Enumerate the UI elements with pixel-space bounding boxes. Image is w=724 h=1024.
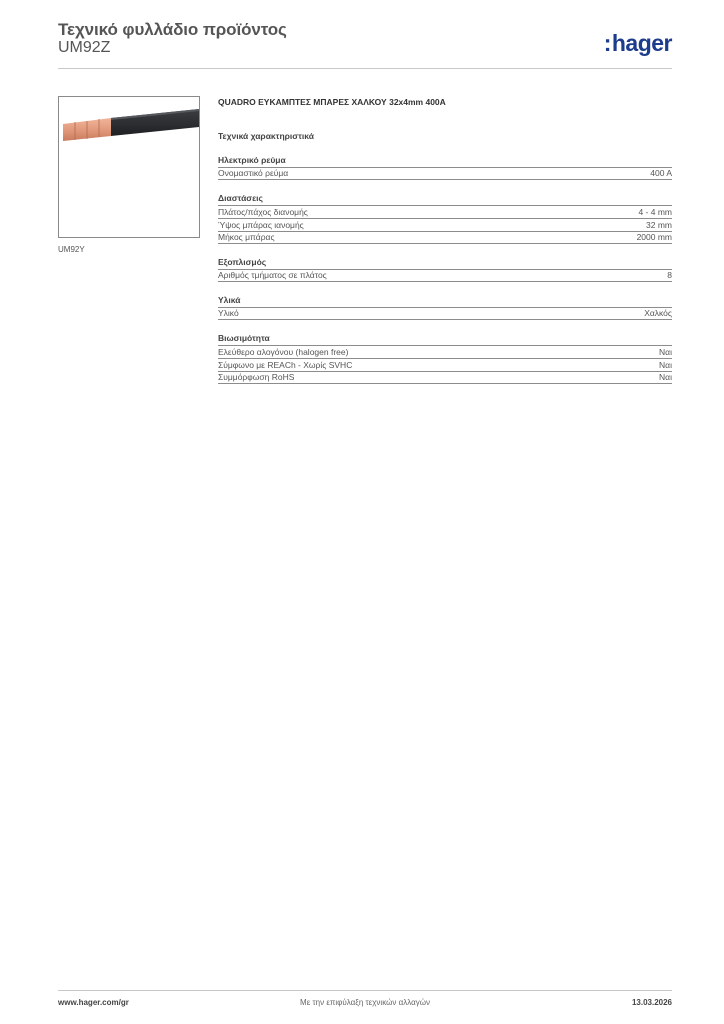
spec-group-dimensions xyxy=(218,192,672,244)
spec-label: Συμμόρφωση RoHS xyxy=(218,372,295,382)
document-title: Τεχνικό φυλλάδιο προϊόντος xyxy=(58,20,287,39)
technical-characteristics-heading: Τεχνικά χαρακτηριστικά xyxy=(218,131,314,141)
spec-value: Ναι xyxy=(659,347,672,357)
product-image-frame xyxy=(58,96,200,238)
spec-group-title: Βιωσιμότητα xyxy=(218,333,270,343)
spec-group-sustainability xyxy=(218,332,672,384)
header-divider xyxy=(58,68,672,69)
spec-label: Ελεύθερο αλογόνου (halogen free) xyxy=(218,347,349,357)
spec-row xyxy=(218,218,672,231)
spec-row xyxy=(218,231,672,244)
spec-group-equipment xyxy=(218,256,672,282)
specifications-section xyxy=(218,96,672,384)
product-code: UM92Z xyxy=(58,39,111,56)
spec-value: Ναι xyxy=(659,360,672,370)
spec-label: Σύμφωνο με REACh - Χωρίς SVHC xyxy=(218,360,353,370)
spec-value: 32 mm xyxy=(646,220,672,230)
busbar-image xyxy=(59,97,199,237)
spec-label: Πλάτος/πάχος διανομής xyxy=(218,207,308,217)
footer-divider xyxy=(58,990,672,991)
spec-label: Αριθμός τμήματος σε πλάτος xyxy=(218,270,327,280)
spec-label: Ονομαστικό ρεύμα xyxy=(218,168,289,178)
spec-label: Ύψος μπάρας ιανομής xyxy=(218,220,304,230)
spec-row xyxy=(218,205,672,218)
spec-row xyxy=(218,345,672,358)
website-link[interactable]: www.hager.com/gr xyxy=(58,998,129,1007)
spec-group-materials xyxy=(218,294,672,320)
image-caption: UM92Y xyxy=(58,245,85,254)
spec-row xyxy=(218,371,672,384)
spec-label: Υλικό xyxy=(218,308,239,318)
page-header xyxy=(58,20,672,70)
hager-logo: :hager xyxy=(603,30,672,56)
logo-text: hager xyxy=(611,30,672,56)
spec-group-title: Υλικά xyxy=(218,295,241,305)
footer-date: 13.03.2026 xyxy=(631,998,672,1007)
spec-value: 8 xyxy=(667,270,672,280)
spec-value: Χαλκός xyxy=(644,308,672,318)
spec-row xyxy=(218,307,672,320)
spec-value: 2000 mm xyxy=(636,232,672,242)
spec-value: Ναι xyxy=(659,372,672,382)
spec-group-electrical xyxy=(218,154,672,180)
spec-value: 400 A xyxy=(650,168,672,178)
spec-group-title: Διαστάσεις xyxy=(218,193,263,203)
spec-group-title: Εξοπλισμός xyxy=(218,257,267,267)
footer-note: Με την επιφύλαξη τεχνικών αλλαγών xyxy=(300,998,430,1007)
product-name: QUADRO ΕΥΚΑΜΠΤΕΣ ΜΠΑΡΕΣ ΧΑΛΚΟΥ 32x4mm 400A xyxy=(218,97,446,107)
spec-value: 4 - 4 mm xyxy=(638,207,672,217)
spec-label: Μήκος μπάρας xyxy=(218,232,275,242)
spec-row xyxy=(218,269,672,282)
spec-row xyxy=(218,358,672,371)
spec-row xyxy=(218,167,672,180)
spec-group-title: Ηλεκτρικό ρεύμα xyxy=(218,155,286,165)
